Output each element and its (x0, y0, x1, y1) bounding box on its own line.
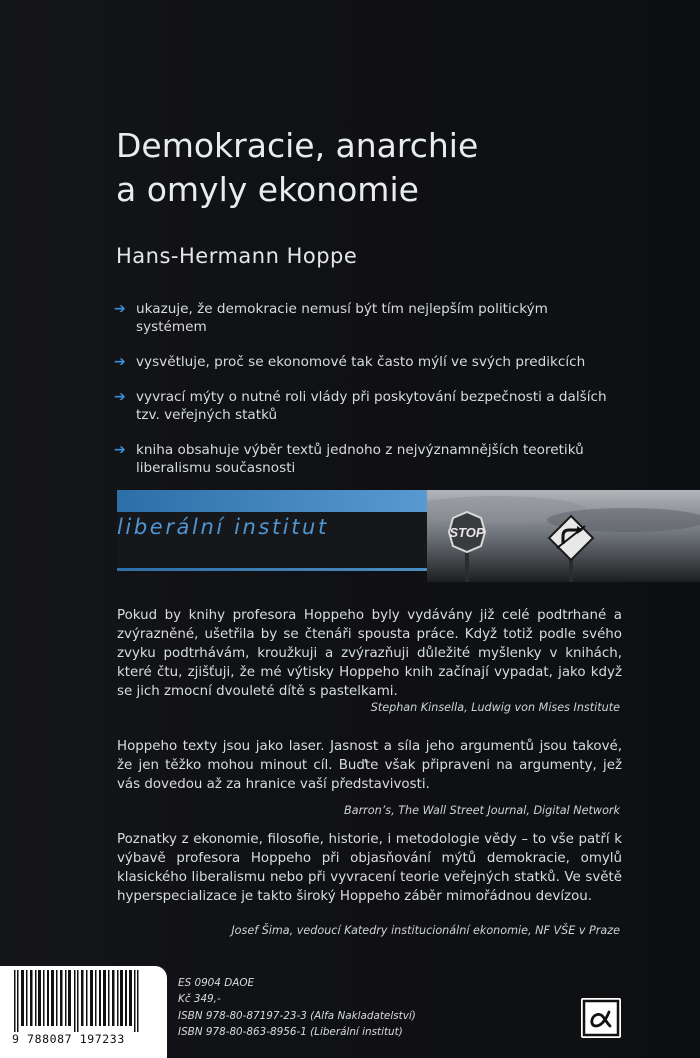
stop-sign-text: STOP (449, 525, 485, 540)
arrow-right-icon: ➔ (114, 301, 126, 317)
barcode-number: 9 788087 197233 (12, 1032, 125, 1046)
feature-item (114, 353, 614, 371)
quote-text: Hoppeho texty jsou jako laser. Jasnost a síla jeho argumentů jsou takové, že jen těžko mohou minout cíl. Buďte však připraveni na argumenty, jež vás dovedou až za hranice vaší představivosti. (117, 739, 622, 792)
price: Kč 349,- (178, 993, 221, 1006)
feature-item (114, 441, 614, 477)
barcode-bars (10, 970, 160, 1034)
title-line-1: Demokracie, anarchie (116, 126, 479, 165)
road-signs-illustration (427, 490, 700, 582)
feature-text: vyvrací mýty o nutné roli vlády při poskytování bezpečnosti a dalších tzv. veřejných statků (136, 389, 607, 423)
feature-text: ukazuje, že demokracie nemusí být tím nejlepším politickým systémem (136, 301, 548, 335)
quote-text: Poznatky z ekonomie, filosofie, historie, i metodologie vědy – to vše patří k výbavě profesora Hoppeho při objasňování mýtů demokracie, omylů klasického liberalismu nebo při vyvracení teorie veřejných statků. Ve světě hyperspecializace je takto široký Hoppeho záběr mimořádnou devízou. (117, 832, 622, 904)
book-title (116, 124, 636, 212)
quote-source: Stephan Kinsella, Ludwig von Mises Institute (370, 701, 620, 714)
isbn-alfa: ISBN 978-80-87197-23-3 (Alfa Nakladatelství) (178, 1009, 416, 1022)
feature-item (114, 300, 614, 336)
publication-info (178, 975, 416, 1041)
feature-text: kniha obsahuje výběr textů jednoho z nejvýznamnějších teoretiků liberalismu současnosti (136, 442, 584, 476)
feature-text: vysvětluje, proč se ekonomové tak často mýlí ve svých predikcích (136, 354, 586, 370)
road-signs-photo (427, 490, 700, 582)
arrow-right-icon: ➔ (114, 389, 126, 405)
publisher-band (117, 490, 700, 582)
quote-source: Barron’s, The Wall Street Journal, Digital Network (344, 804, 620, 817)
feature-list (114, 300, 614, 494)
publisher-label: liberální institut (117, 515, 329, 539)
product-code: ES 0904 DAOE (178, 977, 255, 989)
quote-source: Josef Šima, vedoucí Katedry institucionální ekonomie, NF VŠE v Praze (231, 924, 620, 937)
arrow-right-icon: ➔ (114, 354, 126, 370)
alfa-logo-icon (581, 998, 621, 1038)
barcode (0, 966, 167, 1058)
quote-text: Pokud by knihy profesora Hoppeho byly vydávány již celé podtrhané a zvýrazněné, ušetřila by se čtenáři spousta práce. Když totiž podle svého zvyku podtrhávám, kroužkuji a zvýrazňuji důležité myšlenky v knihách, které čtu, zjišťuji, že mé výtisky Hoppeho knih začínají vypadat, jako když se jich zmocní dvouleté dítě s pastelkami. (117, 608, 622, 699)
book-author: Hans-Hermann Hoppe (116, 244, 358, 268)
title-line-2: a omyly ekonomie (116, 170, 419, 209)
feature-item (114, 388, 614, 424)
arrow-right-icon: ➔ (114, 442, 126, 458)
isbn-liberal-institut: ISBN 978-80-863-8956-1 (Liberální institut) (178, 1026, 403, 1039)
